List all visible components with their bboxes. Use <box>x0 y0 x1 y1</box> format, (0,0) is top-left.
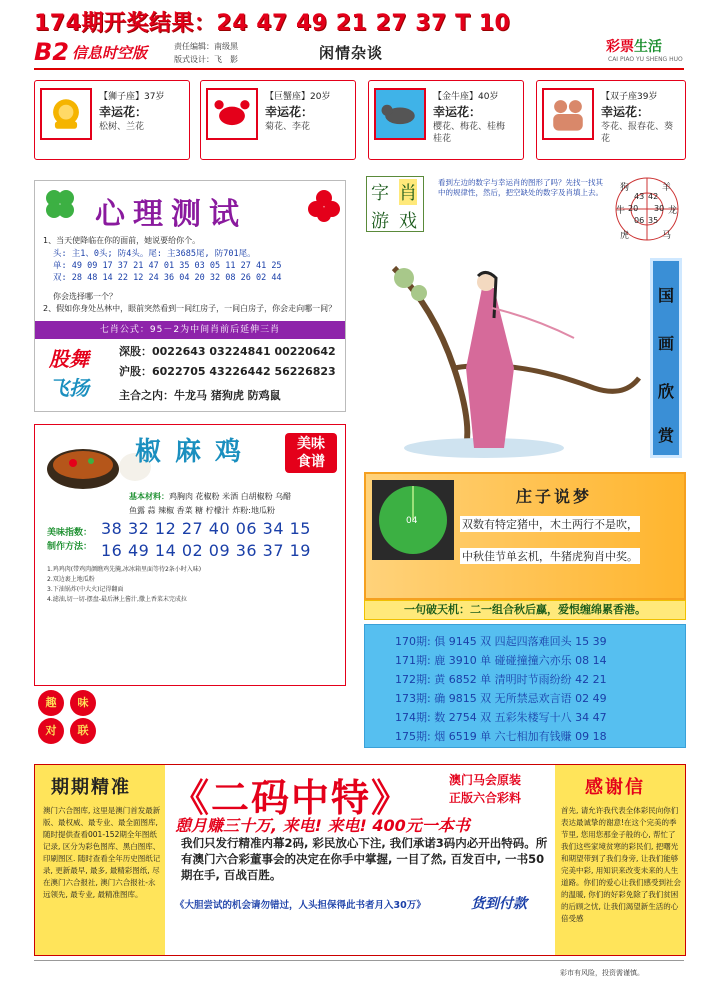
recipe-step: 3.下油锅炸(中大火)记得翻面 <box>47 586 124 593</box>
zodiac-flowers: 松树、兰花 <box>99 122 145 132</box>
history-row: 173期: 确 9815 双 无所禁忌欢言语 02 49 <box>395 692 607 705</box>
zodiac-label: 幸运花： <box>601 105 650 119</box>
puzzle-question: 看到左边的数字与幸运肖的图形了吗？先找一找其中的规律性，然后，把空缺处的数字及肖填上去。 <box>438 178 603 197</box>
wheel-number: 20 <box>628 204 639 213</box>
lotus-number: 04 <box>406 516 418 526</box>
lotus-leaf-image <box>372 480 454 560</box>
history-row: 174期: 数 2754 双 五彩朱楼写十八 34 47 <box>395 711 607 724</box>
zodiac-card-gemini <box>536 80 686 160</box>
psy-even-row: 双: 28 48 14 22 12 24 36 04 20 32 08 26 02 44 <box>53 273 282 283</box>
guohua-char: 画 <box>657 334 674 353</box>
zodiac-sign: 【金牛座】40岁 <box>433 92 499 102</box>
stock-logo <box>49 343 89 401</box>
shanghai-stock: 沪股：6022705 43226442 56226823 <box>119 365 336 378</box>
psy-head-tail: 头: 主1、0头; 防4头。尾: 主3685尾, 防701尾。 <box>53 249 256 259</box>
clover-icon <box>43 187 77 221</box>
recipe-number-row: 16 49 14 02 09 36 37 19 <box>101 541 311 560</box>
recipe-ingredients-2: 鱼露 蒜 辣椒 香菜 糖 柠檬汁 炸粉:地瓜粉 <box>129 506 275 515</box>
brand-logo: 信息时空版 <box>72 44 148 62</box>
ingredients-list: 鸡胸肉 花椒粉 米酒 白胡椒粉 乌醋 <box>169 492 292 501</box>
zodiac-sign: 【巨蟹座】20岁 <box>265 92 331 102</box>
badge-line: 美味 <box>297 436 325 452</box>
body-text: 我们只发行精准内幕2码, 彩民放心下注, 我们承诺3码内必开出特码。所有澳门六合彩董事会的决定在你手中掌握, 一目了然, 百发百中, 一书50期在手, 百战百胜。 <box>181 836 548 882</box>
recipe-steps <box>47 565 337 605</box>
right-title: 感谢信 <box>585 777 645 798</box>
lantern-char: 对 <box>38 718 64 744</box>
recipe-ingredients-1 <box>129 491 291 502</box>
lottery-logo-a: 彩票 <box>606 39 634 55</box>
lottery-logo-sub: CAI PIAO YU SHENG HUO <box>608 56 683 63</box>
zodiac-card-cancer <box>200 80 356 160</box>
masthead <box>34 36 684 70</box>
lantern-couplet <box>38 690 108 746</box>
twins-icon <box>542 88 594 140</box>
zodiac-card-taurus <box>368 80 524 160</box>
main-combination: 主合之内：牛龙马 猪狗虎 防鸡鼠 <box>119 389 281 402</box>
zhuangzi-dream-panel <box>364 472 686 600</box>
zodiac-label: 幸运花： <box>433 105 482 119</box>
history-row: 172期: 黄 6852 单 清明时节雨纷纷 42 21 <box>395 673 607 686</box>
section-title: 闲情杂谈 <box>319 44 384 62</box>
headline-results: 174期开奖结果：24 47 49 21 27 37 T 10 <box>34 11 511 36</box>
wheel-number: 06 <box>634 216 645 225</box>
left-title: 期期精准 <box>51 777 131 798</box>
psy-question-2: 2、假如你身处丛林中，眼前突然看到一间红房子，一间白房子，你会走向哪一间？ <box>43 304 337 313</box>
zodiac-label: 幸运花： <box>265 105 314 119</box>
method-label: 制作方法： <box>47 542 93 552</box>
wheel-animal: 马 <box>662 231 672 241</box>
lion-icon <box>40 88 92 140</box>
badge-line: 食谱 <box>297 454 325 470</box>
guohua-banner <box>650 258 682 458</box>
puzzle-char: 游 <box>371 211 389 232</box>
wheel-animal: 虎 <box>620 231 630 241</box>
lantern-char: 趣 <box>38 690 64 716</box>
page-number: B2 <box>34 38 69 66</box>
history-row: 175期: 烟 6519 单 六七相加有钱赚 09 18 <box>395 730 607 743</box>
zhuang-verse-1: 双数有特定猪中，木土两行不是吹， <box>462 518 638 531</box>
wheel-animal: 牛 <box>616 206 626 216</box>
puzzle-char: 肖 <box>399 179 417 205</box>
zodiac-puzzle <box>366 176 686 246</box>
disclaimer: 彩市有风险，投资需谨慎。 <box>560 969 644 977</box>
zodiac-wheel <box>614 176 680 242</box>
zodiac-card-leo <box>34 80 190 160</box>
big-title: 《二码中特》 <box>171 775 412 820</box>
zodiac-flowers: 菊花、李花 <box>265 122 311 132</box>
zodiac-flowers: 苓花、报春花、葵花 <box>601 122 674 144</box>
side-tag-a: 澳门马会原装 <box>449 773 522 787</box>
recipe-badge <box>285 433 337 473</box>
lantern-char: 味 <box>70 690 96 716</box>
zhuang-title: 庄子说梦 <box>516 487 593 506</box>
crab-icon <box>206 88 258 140</box>
zodiac-sign: 【狮子座】37岁 <box>99 92 165 102</box>
cash-on-delivery: 货到付款 <box>471 896 527 912</box>
left-panel <box>35 765 165 955</box>
lottery-logo <box>606 36 662 56</box>
wheel-number: 42 <box>648 192 659 201</box>
stock-logo-a: 股舞 <box>49 347 89 371</box>
right-text: 首先, 请允许我代表全体彩民向你们表达最诚挚的谢意!在这个完美的季节里, 您用您那金子般的心, 帮忙了我们这些家境贫寒的彩民们, 把曙光和期望带到了我们身旁, 让我们能够完美中彩, 用知识来改变未来的人生道路。你们的爱心让我们感受到社会的温暖, 你们的好彩免除了我们贫困的后顾之忧, 让我们渴望新生活的心倍受感 <box>561 806 681 923</box>
zodiac-flowers: 樱花、梅花、桂梅桂花 <box>433 122 506 144</box>
editor-info <box>174 40 238 66</box>
designer-line: 版式设计：飞 影 <box>174 55 238 64</box>
wheel-number: 43 <box>634 192 645 201</box>
ingredients-label: 基本材料： <box>129 492 169 501</box>
recipe-number-row: 38 32 12 27 40 06 34 15 <box>101 519 311 538</box>
zodiac-label: 幸运花： <box>99 105 148 119</box>
bottom-note: 《大胆尝试的机会请勿错过，人头担保得此书者月入30万》 <box>175 900 426 911</box>
recipe-step: 4.滤油,切一切-摆盘-最后淋上酱汁,撒上香菜末完成拉 <box>47 596 187 603</box>
shenzhen-stock: 深股：0022643 03224841 00220642 <box>119 345 336 358</box>
recipe-panel <box>34 424 346 686</box>
flower-icon <box>307 189 341 223</box>
zhuang-verse-2: 中秋佳节单玄机，牛猪虎狗肖中奖。 <box>462 550 638 563</box>
history-row: 170期: 俱 9145 双 四起四落难回头 15 39 <box>395 635 607 648</box>
right-panel <box>555 765 685 955</box>
bull-icon <box>374 88 426 140</box>
wheel-number: 35 <box>648 216 659 225</box>
seven-xiao-formula: 七肖公式：95－2为中间肖前后延伸三肖 <box>35 321 345 339</box>
puzzle-char: 字 <box>371 183 389 204</box>
side-tag-b: 正版六合彩料 <box>449 791 522 805</box>
puzzle-char-grid <box>366 176 424 232</box>
psy-title: 心理测试 <box>95 197 247 232</box>
guohua-char: 赏 <box>657 426 674 445</box>
wheel-number: 30 <box>654 204 665 213</box>
bottom-advert <box>34 764 686 956</box>
left-text: 澳门六合图库, 这里是澳门首发最新版、最权威、最专业、最全面图库, 随时提供查看001-152期全年图纸记录, 区分为彩色图库、黑白图库、印刷图区. 随时查看全年历史图纸记录, 更新最早, 最多, 最精彩图纸, 尽在澳门六合报社, 澳门六合报社-永远领先, 最专业, 最精准图库。 <box>43 806 161 899</box>
taste-index-label: 美味指数： <box>47 528 93 538</box>
tianji-hint: 一句破天机：二一组合秋后蠃，爱恨缠绵累香港。 <box>364 600 686 620</box>
slogan: 憩月赚三十万, 来电! 来电! 400元一本书 <box>175 816 470 835</box>
history-results <box>364 624 686 748</box>
psy-question-1: 1、当天使降临在你的面前，她说要给你个。 <box>43 236 201 245</box>
psychology-test-panel <box>34 180 346 412</box>
footer-divider <box>34 960 684 961</box>
guohua-char: 欣 <box>657 382 674 401</box>
chinese-painting <box>374 248 644 460</box>
guohua-char: 国 <box>657 286 674 305</box>
lantern-char: 联 <box>70 718 96 744</box>
psy-subquestion: 你会选择哪一个？ <box>53 292 117 301</box>
recipe-step: 1.鸡鸡肉(带鸡肉颜瞧鸡先腌,冰冰箱里面等待2条小时入味) <box>47 566 202 573</box>
history-row: 171期: 鹿 3910 单 碰碰撞撞六亦乐 08 14 <box>395 654 607 667</box>
wheel-animal: 龙 <box>668 206 678 216</box>
puzzle-char: 戏 <box>399 211 417 232</box>
lottery-logo-b: 生活 <box>634 39 662 55</box>
wheel-animal: 狗 <box>620 183 630 193</box>
wheel-animal: 羊 <box>662 183 672 193</box>
zodiac-sign: 【双子座39岁 <box>601 92 658 102</box>
stock-logo-b: 飞扬 <box>49 376 89 400</box>
recipe-title: 椒麻鸡 <box>135 437 256 467</box>
psy-odd-row: 单: 49 09 17 37 21 47 01 35 03 05 11 27 41 25 <box>53 261 282 271</box>
editor-line: 责任编辑：南级黑 <box>174 42 238 51</box>
recipe-step: 2.双边裹上地瓜粉 <box>47 576 95 583</box>
